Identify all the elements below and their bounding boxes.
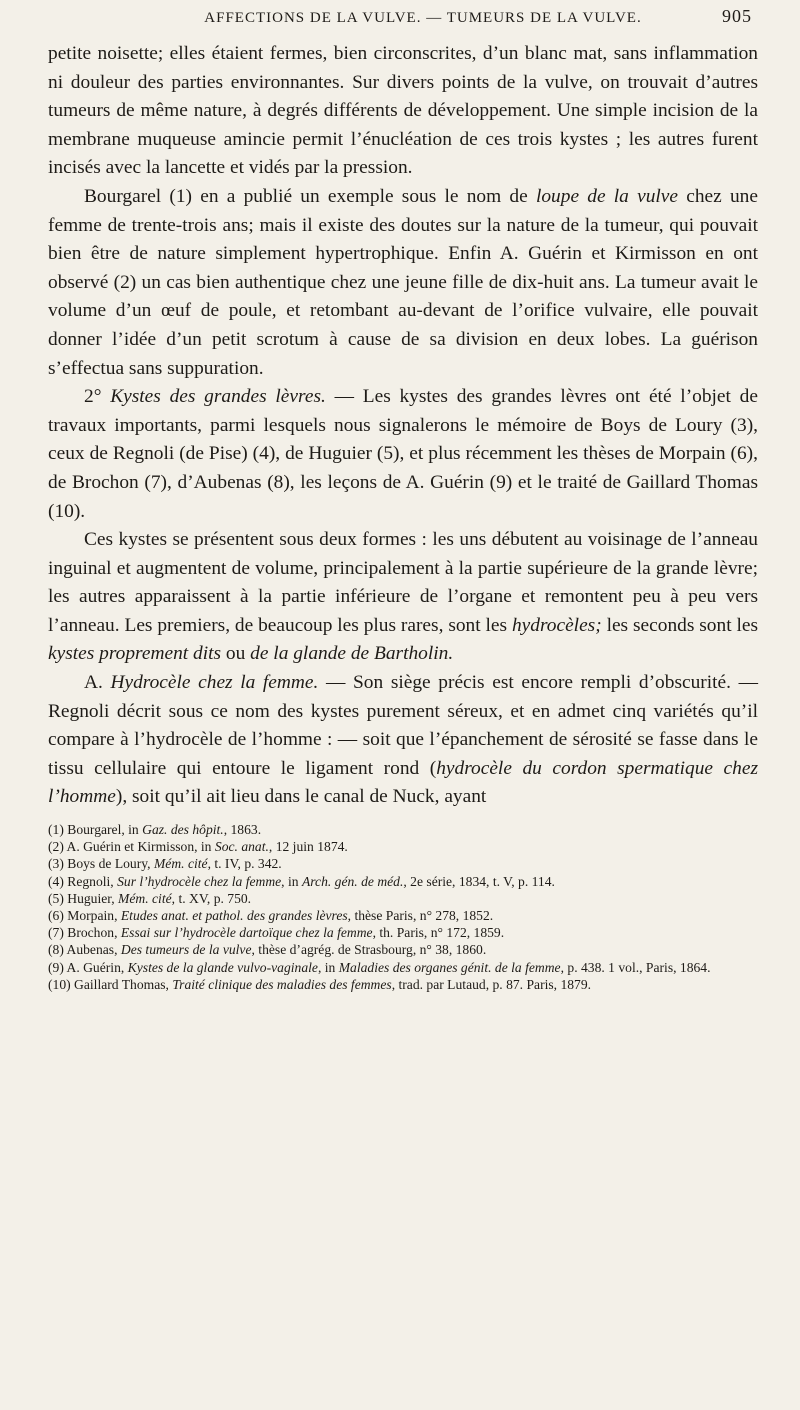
running-head [48, 0, 758, 40]
italic-text: Etudes anat. et pathol. des grandes lèvres [120, 908, 348, 924]
italic-text: Sur l’hydrocèle chez la femme [117, 873, 282, 889]
italic-text: Gaz. des hôpit. [142, 822, 224, 838]
italic-text: Kystes des grandes lèvres. [110, 386, 326, 408]
paragraph [48, 183, 758, 383]
text-run: (4) Regnoli, [48, 873, 118, 889]
footnotes [48, 821, 758, 993]
italic-text: loupe de la vulve [535, 185, 679, 207]
footnote [48, 924, 758, 941]
text-run: (1) Bourgarel, in [48, 822, 143, 838]
text-run: (7) Brochon, [48, 925, 121, 941]
footnote [48, 838, 758, 855]
paragraph [48, 669, 758, 812]
text-run: , in [281, 873, 302, 889]
text-run: (6) Morpain, [48, 908, 121, 924]
text-run: 2° [84, 386, 111, 408]
paragraph [48, 40, 758, 183]
text-run: — Les kystes des grandes lèvres ont été l’objet de travaux importants, parmi lesquels nous signalerons le mémoire de Boys de Loury (3), ceux de Regnoli (de Pise) (4), de Huguier (5), et plus récemment les thèses de Morpain (6), de Brochon (7), d’Aubenas (8), les leçons de A. Guérin (9) et le traité de Gaillard Thomas (10). [48, 386, 758, 522]
italic-text: Mém. cité [118, 890, 172, 906]
text-run: , in [317, 959, 339, 975]
text-run: (10) Gaillard Thomas, [48, 976, 173, 992]
italic-text: kystes proprement dits [48, 643, 222, 665]
text-run: Bourgarel (1) en a publié un exemple sous le nom de [84, 185, 536, 207]
text-run: ou [221, 643, 251, 665]
text-run: Ces kystes se présentent sous deux formes : les uns débutent au voisinage de l’anneau inguinal et augmentent de volume, principalement à la partie supérieure de la grande lèvre; les autres apparaissent à la partie inférieure de l’organe et remontent peu à peu vers l’anneau. Les premiers, de beaucoup les plus rares, sont les [48, 529, 758, 636]
text-run: (2) A. Guérin et Kirmisson, in [48, 839, 215, 855]
text-run: , trad. par Lutaud, p. 87. Paris, 1879. [391, 976, 592, 992]
text-run: les seconds sont les [601, 614, 759, 636]
footnote [48, 821, 758, 838]
text-run: , p. 438. 1 vol., Paris, 1864. [560, 959, 711, 975]
text-run: ), soit qu’il ait lieu dans le canal de Nuck, ayant [115, 786, 487, 808]
italic-text: Mém. cité [153, 856, 208, 872]
footnote [48, 907, 758, 924]
footnote [48, 855, 758, 872]
italic-text: Traité clinique des maladies des femmes [172, 976, 392, 992]
paragraph [48, 383, 758, 526]
text-run: petite noisette; elles étaient fermes, bien circonscrites, d’un blanc mat, sans inflammation ni douleur des parties environnantes. Sur divers points de la vulve, on trouvait d’autres tumeurs de même nature, à degrés différents de développement. Une simple incision de la membrane muqueuse amincie permit l’énucléation de ces trois kystes ; les autres furent incisés avec la lancette et vidés par la pression. [48, 43, 758, 179]
footnote [48, 941, 758, 958]
text-run: , t. IV, p. 342. [207, 856, 282, 872]
italic-text: Des tumeurs de la vulve [120, 942, 252, 958]
italic-text: Arch. gén. de méd. [301, 873, 404, 889]
text-run: chez une femme de trente-trois ans; mais il existe des doutes sur la nature de la tumeur, qui pouvait bien être de nature simplement hypertrophique. Enfin A. Guérin et Kirmisson en ont observé (2) un cas bien authentique chez une jeune fille de dix-huit ans. La tumeur avait le volume d’un œuf de poule, et retombant au-devant de l’orifice vulvaire, elle pouvait donner l’idée d’un petit scrotum à cause de sa division en deux lobes. La guérison s’effectua sans suppuration. [48, 185, 758, 379]
italic-text: hydrocèle du cordon spermatique chez l’homme [48, 757, 758, 808]
text-run: (9) A. Guérin, [48, 959, 128, 975]
italic-text: hydrocèles; [511, 614, 602, 636]
text-run: (3) Boys de Loury, [48, 856, 154, 872]
italic-text: Maladies des organes génit. de la femme [338, 959, 561, 975]
text-run: , 2e série, 1834, t. V, p. 114. [403, 873, 555, 889]
text-run: , t. XV, p. 750. [171, 890, 252, 906]
text-run: , 1863. [223, 822, 262, 838]
footnote [48, 890, 758, 907]
italic-text: Soc. anat. [214, 839, 269, 855]
body-text [48, 40, 758, 812]
italic-text: de la glande de Bartholin. [250, 643, 454, 665]
text-run: — Son siège précis est encore rempli d’obscurité. — Regnoli décrit sous ce nom des kystes purement séreux, et en admet cinq variétés qu’il compare à l’hydrocèle de l’homme : — soit que l’épanchement de sérosité se fasse dans le tissu cellulaire qui entoure le ligament rond ( [48, 672, 758, 779]
footnote [48, 976, 758, 993]
text-run: , 12 juin 1874. [268, 839, 348, 855]
italic-text: Essai sur l’hydrocèle dartoïque chez la femme [120, 925, 373, 941]
italic-text: Hydrocèle chez la femme. [110, 672, 319, 694]
page-number: 905 [722, 6, 752, 26]
text-run: , thèse d’agrég. de Strasbourg, n° 38, 1860. [251, 942, 487, 958]
footnote [48, 873, 758, 890]
footnote [48, 959, 758, 976]
text-run: A. [84, 672, 111, 694]
paragraph [48, 526, 758, 669]
running-head-title: AFFECTIONS DE LA VULVE. — TUMEURS DE LA VULVE. [204, 10, 642, 26]
italic-text: Kystes de la glande vulvo-vaginale [127, 959, 318, 975]
text-run: , th. Paris, n° 172, 1859. [372, 925, 505, 941]
text-run: (8) Aubenas, [48, 942, 121, 958]
text-run: (5) Huguier, [48, 890, 119, 906]
text-run: , thèse Paris, n° 278, 1852. [347, 908, 494, 924]
